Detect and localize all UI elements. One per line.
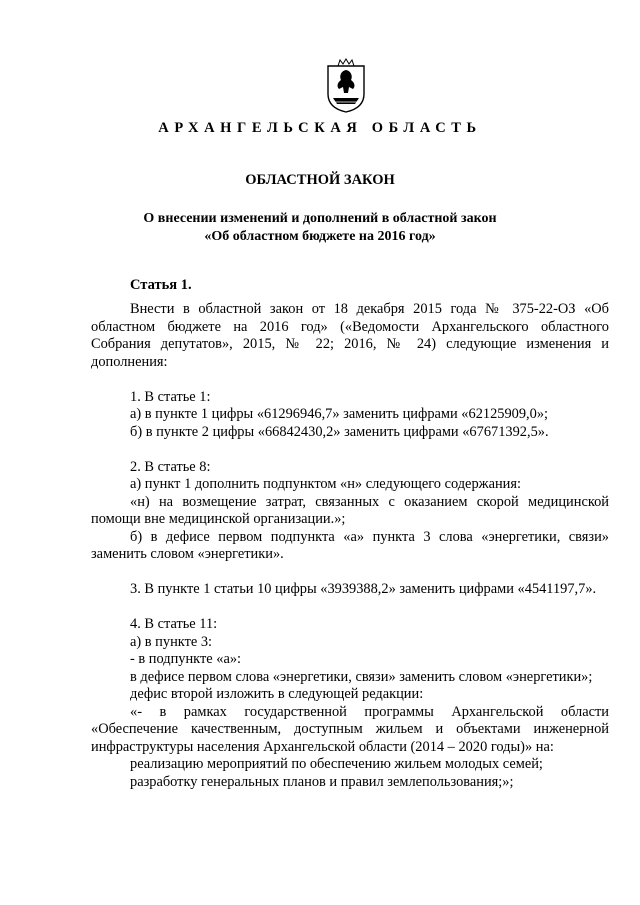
- section-1-heading: 1. В статье 1:: [130, 388, 211, 405]
- section-2-item-b: б) в дефисе первом подпункта «а» пункта 3 слова «энергетики, связи» заменить словом «энергетики».: [91, 528, 609, 562]
- section-2-subitem-n: «н) на возмещение затрат, связанных с оказанием скорой медицинской помощи вне медицинской организации.»;: [91, 493, 609, 527]
- article-body: [91, 301, 609, 791]
- section-4-dash-2: дефис второй изложить в следующей редакции:: [130, 686, 424, 702]
- section-2-item-a: а) пункт 1 дополнить подпунктом «н» следующего содержания:: [130, 476, 521, 492]
- section-4-subpoint: - в подпункте «а»:: [130, 651, 242, 667]
- section-4-list-item-2: разработку генеральных планов и правил землепользования;»;: [130, 773, 514, 790]
- intro-paragraph: Внести в областной закон от 18 декабря 2015 года № 375-22-ОЗ «Об областном бюджете на 2016 год» («Ведомости Архангельского областного Собрания депутатов», 2015, № 22; 2016, № 24) следующие изменения и дополнения:: [91, 301, 609, 370]
- coat-of-arms-icon: [324, 58, 368, 114]
- region-name: АРХАНГЕЛЬСКАЯ ОБЛАСТЬ: [158, 120, 482, 136]
- section-4-item-a: а) в пункте 3:: [130, 633, 213, 650]
- section-3: 3. В пункте 1 статьи 10 цифры «3939388,2» заменить цифрами «4541197,7».: [130, 581, 597, 597]
- section-4-list-item-1: реализацию мероприятий по обеспечению жильем молодых семей;: [130, 756, 543, 772]
- article-heading: Статья 1.: [130, 277, 192, 293]
- title-line-2: «Об областном бюджете на 2016 год»: [204, 229, 436, 244]
- title-line-1: О внесении изменений и дополнений в областной закон: [143, 211, 497, 226]
- section-1-item-a: а) в пункте 1 цифры «61296946,7» заменить цифрами «62125909,0»;: [130, 406, 549, 422]
- document-type: ОБЛАСТНОЙ ЗАКОН: [245, 172, 395, 188]
- section-2-heading: 2. В статье 8:: [130, 458, 211, 475]
- section-4-dash-1: в дефисе первом слова «энергетики, связи» заменить словом «энергетики»;: [130, 668, 593, 685]
- section-1-item-b: б) в пункте 2 цифры «66842430,2» заменить цифрами «67671392,5».: [130, 423, 549, 440]
- section-4-quote: «- в рамках государственной программы Архангельской области «Обеспечение качественным, доступным жильем и объектами инженерной инфраструктуры населения Архангельской области (2014 – 2020 годы)» на:: [91, 703, 609, 755]
- document-title: [0, 210, 640, 246]
- section-4-heading: 4. В статье 11:: [130, 616, 218, 632]
